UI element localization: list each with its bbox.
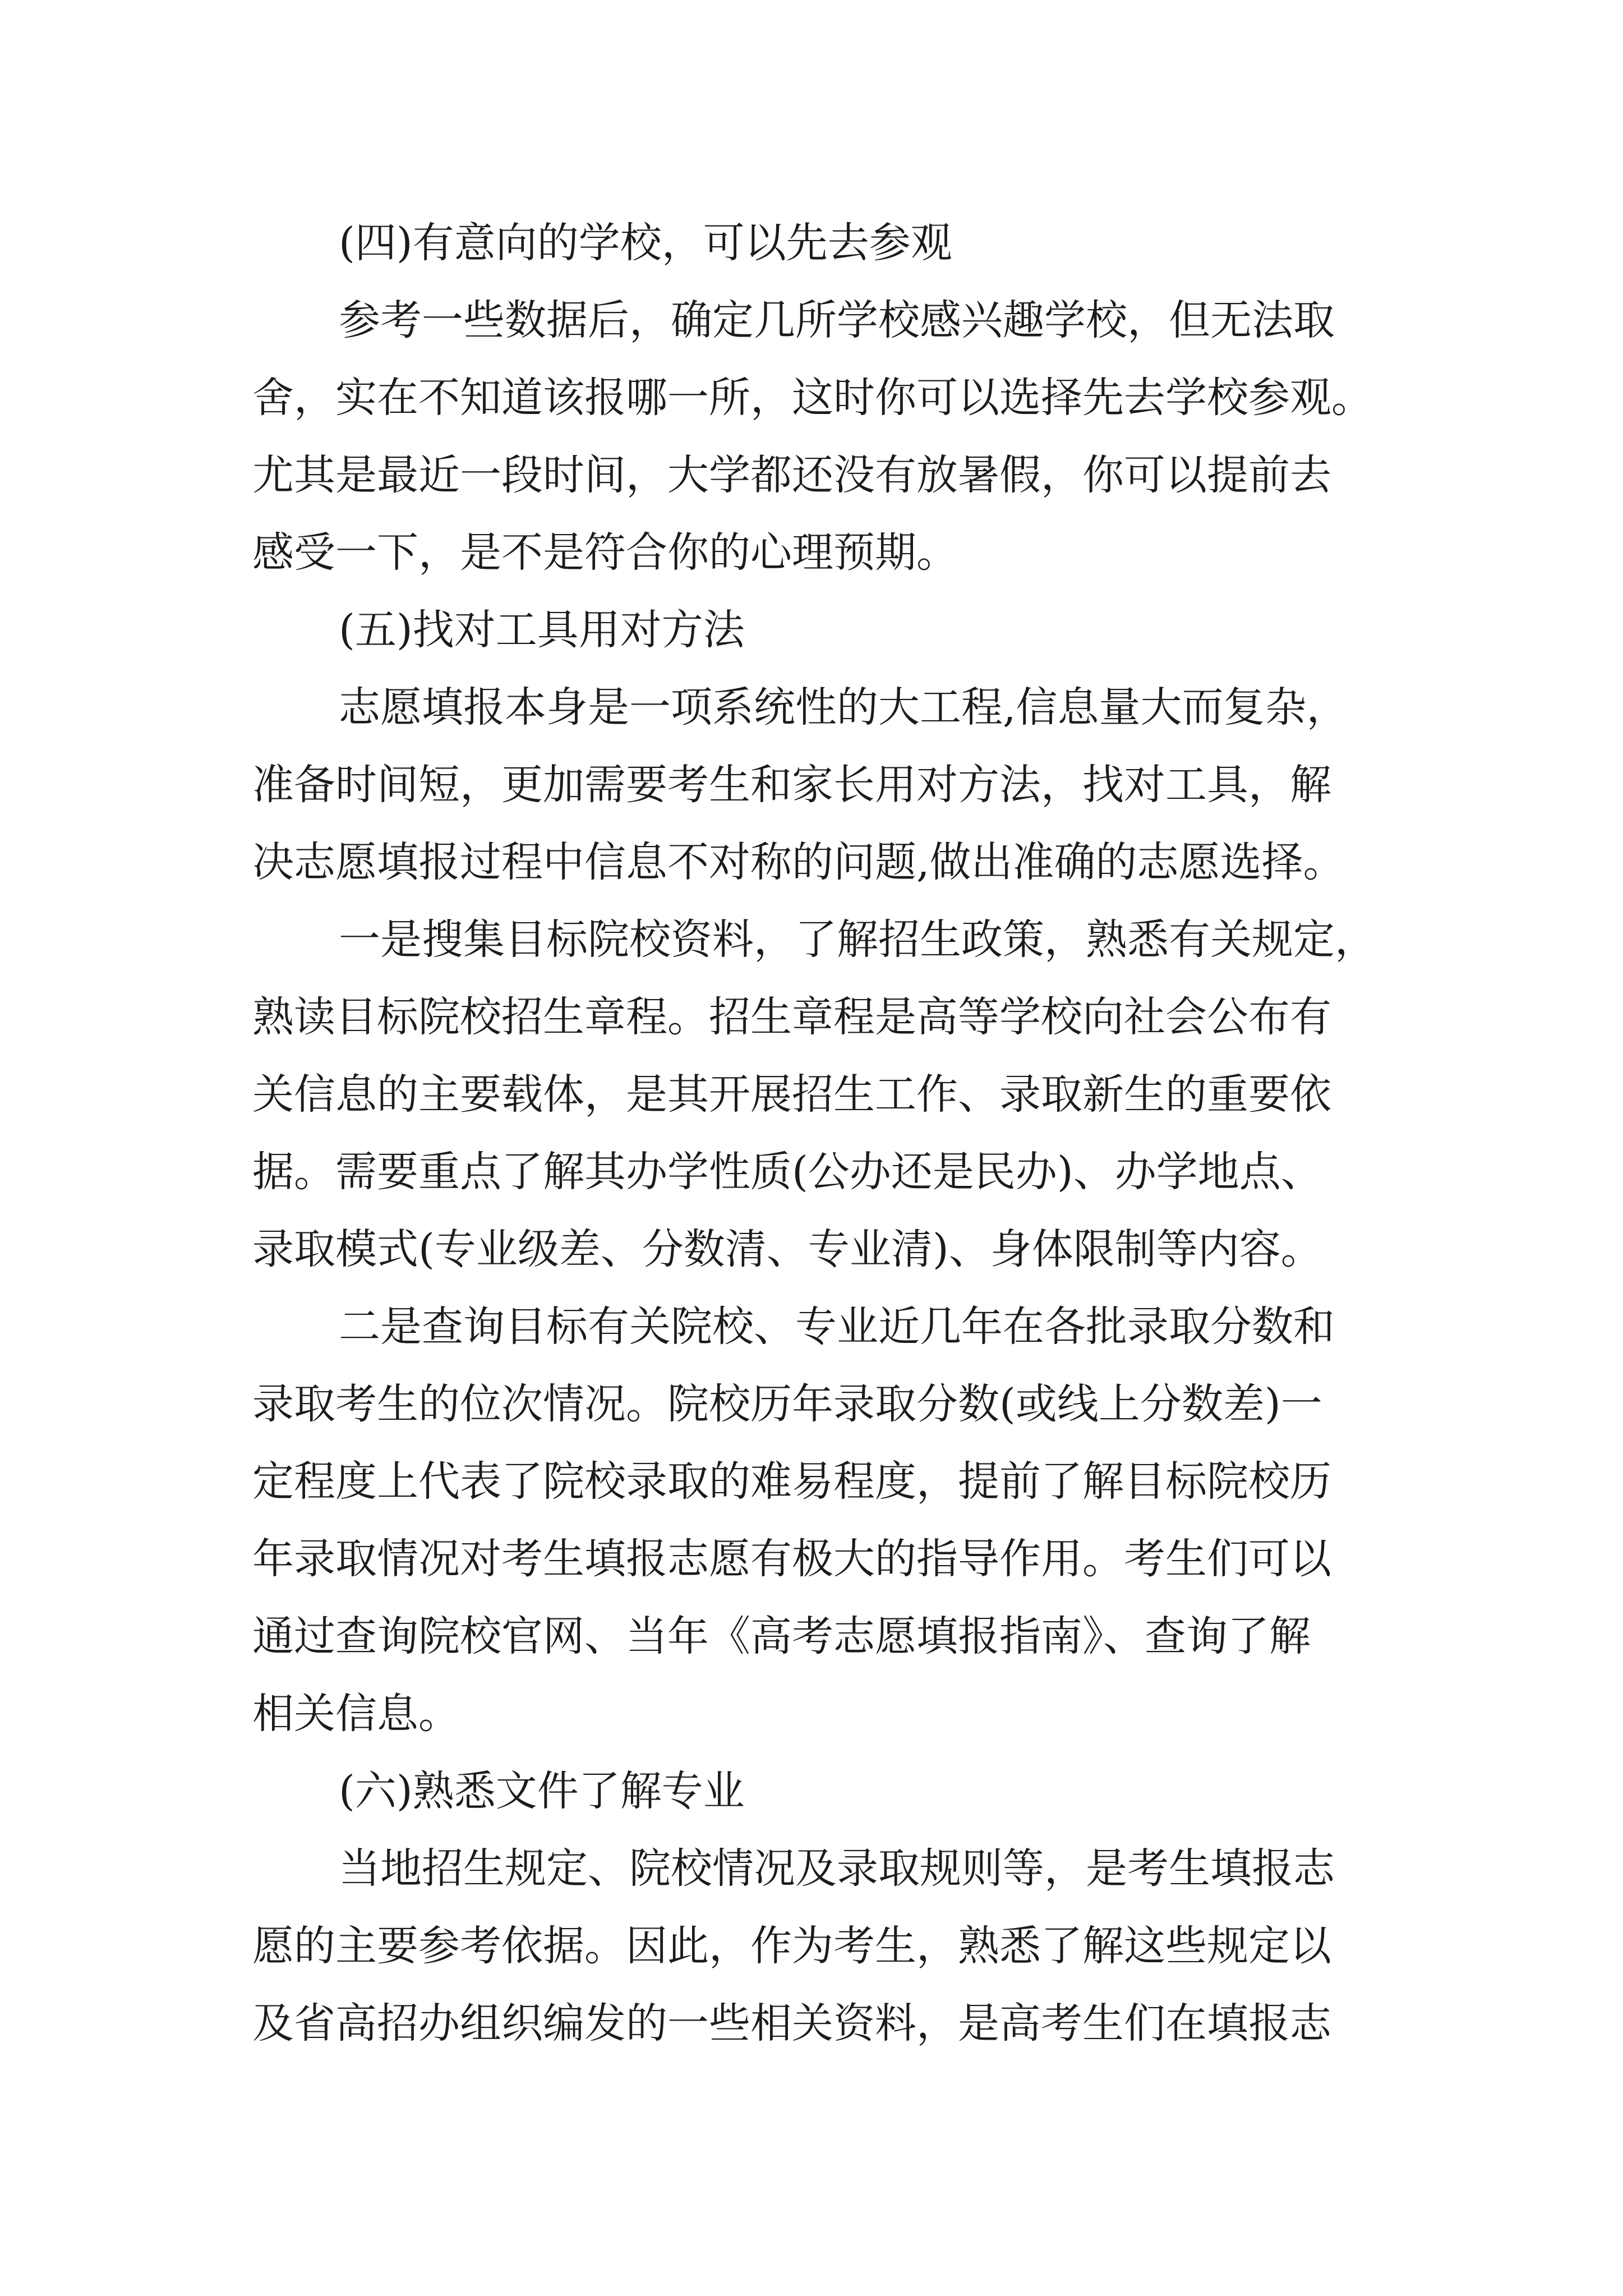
section-heading-4: (四)有意向的学校，可以先去参观 bbox=[339, 219, 952, 267]
paragraph-line: 当地招生规定、院校情况及录取规则等，是考生填报志 bbox=[339, 1844, 1335, 1893]
paragraph-line: 愿的主要参考依据。因此，作为考生，熟悉了解这些规定以 bbox=[252, 1922, 1331, 1970]
paragraph-line: 感受一下，是不是符合你的心理预期。 bbox=[252, 528, 958, 577]
paragraph-line: 年录取情况对考生填报志愿有极大的指导作用。考生们可以 bbox=[252, 1535, 1331, 1583]
paragraph-line: 准备时间短，更加需要考生和家长用对方法，找对工具，解 bbox=[252, 761, 1331, 809]
paragraph-line: 通过查询院校官网、当年《高考志愿填报指南》、查询了解 bbox=[252, 1612, 1311, 1660]
section-heading-6: (六)熟悉文件了解专业 bbox=[339, 1767, 745, 1815]
paragraph-line: 相关信息。 bbox=[252, 1690, 460, 1738]
paragraph-line: 参考一些数据后，确定几所学校感兴趣学校，但无法取 bbox=[339, 296, 1335, 344]
paragraph-line: 志愿填报本身是一项系统性的大工程,信息量大而复杂， bbox=[339, 683, 1348, 731]
paragraph-line: 录取考生的位次情况。院校历年录取分数(或线上分数差)一 bbox=[252, 1380, 1322, 1428]
paragraph-line: 关信息的主要载体，是其开展招生工作、录取新生的重要依 bbox=[252, 1070, 1331, 1119]
paragraph-line: 据。需要重点了解其办学性质(公办还是民办)、办学地点、 bbox=[252, 1148, 1322, 1196]
paragraph-line: 决志愿填报过程中信息不对称的问题,做出准确的志愿选择。 bbox=[252, 838, 1345, 886]
paragraph-line: 二是查询目标有关院校、专业近几年在各批录取分数和 bbox=[339, 1303, 1335, 1351]
paragraph-line: 熟读目标院校招生章程。招生章程是高等学校向社会公布有 bbox=[252, 993, 1331, 1041]
paragraph-line: 舍，实在不知道该报哪一所，这时你可以选择先去学校参观。 bbox=[252, 374, 1373, 422]
paragraph-line: 尤其是最近一段时间，大学都还没有放暑假，你可以提前去 bbox=[252, 451, 1331, 499]
paragraph-line: 及省高招办组织编发的一些相关资料，是高考生们在填报志 bbox=[252, 1999, 1331, 2047]
paragraph-line: 录取模式(专业级差、分数清、专业清)、身体限制等内容。 bbox=[252, 1225, 1322, 1273]
section-heading-5: (五)找对工具用对方法 bbox=[339, 606, 745, 654]
paragraph-line: 一是搜集目标院校资料，了解招生政策，熟悉有关规定， bbox=[339, 915, 1376, 964]
paragraph-line: 定程度上代表了院校录取的难易程度，提前了解目标院校历 bbox=[252, 1457, 1331, 1506]
